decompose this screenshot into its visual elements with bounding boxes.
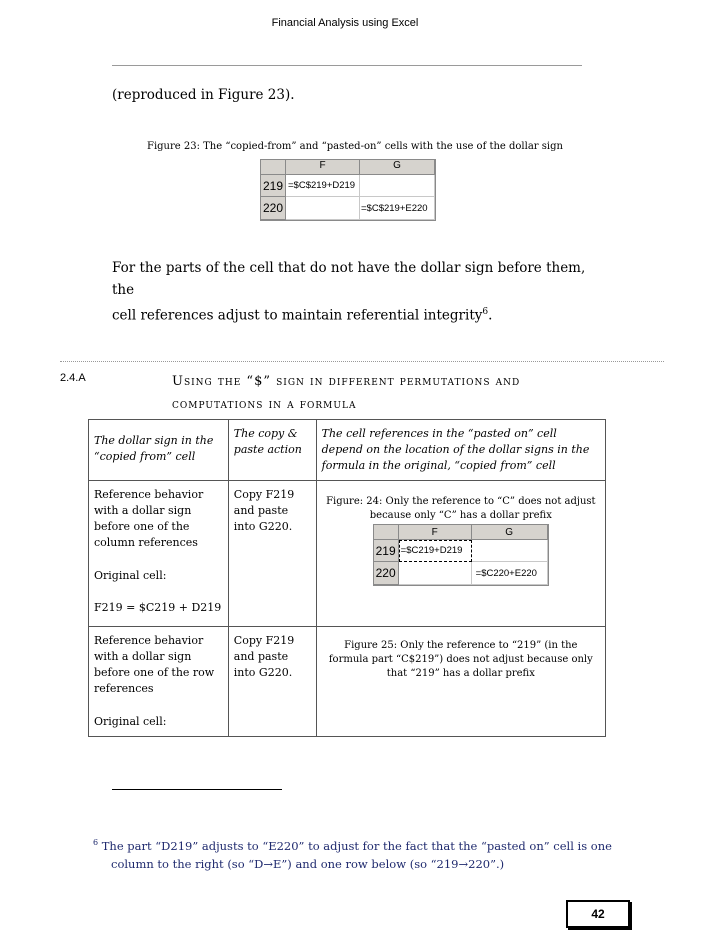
- paragraph-line-2: cell references adjust to maintain referential integrity$^6$.: [112, 307, 493, 324]
- header-copy-paste: The copy & paste action: [228, 420, 316, 481]
- section-divider: [60, 361, 664, 362]
- running-header: Financial Analysis using Excel: [271, 17, 419, 29]
- row2-original-label: Original cell:: [94, 715, 167, 728]
- column-header-f: F: [399, 525, 472, 540]
- section-title-line-1: Using the “$” sign in different permutations and: [172, 374, 521, 389]
- row2-action: Copy F219 and paste into G220.: [228, 627, 316, 737]
- header-cell-references: The cell references in the “pasted on” cell depend on the location of the dollar signs in the formula in the original, “copied from” cell: [316, 420, 605, 481]
- footnote-mark: 6: [93, 838, 99, 847]
- row2-figure-cell: [316, 627, 605, 737]
- corner-header: [261, 160, 286, 175]
- row2-behavior: Reference behavior with a dollar sign before one of the row references: [94, 634, 215, 695]
- cell-f220: [399, 562, 472, 585]
- page-number: 42: [566, 900, 630, 928]
- section-number: 2.4.A: [60, 372, 86, 384]
- row2-behavior-cell: [89, 627, 229, 737]
- row-header-219: 219: [261, 175, 286, 197]
- table-row: [89, 627, 606, 737]
- footnote-rule: [112, 789, 282, 790]
- section-title-line-2: computations in a formula: [172, 397, 357, 412]
- table-row: [89, 481, 606, 627]
- footnote-line-2: column to the right (so “D→E”) and one row below (so “219→220”.): [111, 856, 505, 871]
- row1-original-label: Original cell:: [94, 569, 167, 582]
- paragraph-line-1: For the parts of the cell that do not have the dollar sign before them, the: [112, 260, 586, 298]
- cell-f219: =$C$219+D219: [286, 175, 360, 197]
- cell-g220: =$C$219+E220: [360, 197, 435, 220]
- section-title: [172, 370, 592, 416]
- footnote-line-1: $^6$ The part “D219” adjusts to “E220” to adjust for the fact that the “pasted on” cell is one: [93, 838, 612, 853]
- row1-original-formula: F219 = $C219 + D219: [94, 601, 222, 614]
- cell-f220: [286, 197, 360, 220]
- cell-g219: [360, 175, 435, 197]
- row-header-220: 220: [374, 562, 399, 585]
- permutations-table: [88, 419, 606, 737]
- figure-24-spreadsheet: [373, 524, 549, 586]
- cell-f219-copied: =$C219+D219: [399, 540, 472, 562]
- row1-behavior-cell: [89, 481, 229, 627]
- body-paragraph: [112, 257, 592, 327]
- row1-action: Copy F219 and paste into G220.: [228, 481, 316, 627]
- footnote: [93, 834, 613, 873]
- cell-g219: [472, 540, 548, 562]
- row1-figure-cell: [316, 481, 605, 627]
- row2-figure-caption: Figure 25: Only the reference to “219” (in the formula part “C$219”) does not adjust because only that “219” has a dollar prefix: [328, 640, 593, 679]
- column-header-f: F: [286, 160, 360, 175]
- table-header-row: [89, 420, 606, 481]
- cell-g220: =$C220+E220: [472, 562, 548, 585]
- row-header-220: 220: [261, 197, 286, 220]
- figure-23-spreadsheet: [260, 159, 436, 221]
- footnote-reference[interactable]: 6: [482, 307, 489, 317]
- row-header-219: 219: [374, 540, 399, 562]
- row1-behavior: Reference behavior with a dollar sign before one of the column references: [94, 488, 204, 549]
- figure-23-caption: Figure 23: The “copied-from” and “pasted-on” cells with the use of the dollar sign: [147, 141, 563, 152]
- header-rule: [112, 65, 582, 66]
- row1-figure-caption: Figure: 24: Only the reference to “C” does not adjust because only “C” has a dollar prefix: [326, 496, 596, 521]
- column-header-g: G: [360, 160, 435, 175]
- header-dollar-sign: The dollar sign in the “copied from” cell: [89, 420, 229, 481]
- intro-text: (reproduced in Figure 23).: [112, 87, 295, 103]
- corner-header: [374, 525, 399, 540]
- column-header-g: G: [472, 525, 548, 540]
